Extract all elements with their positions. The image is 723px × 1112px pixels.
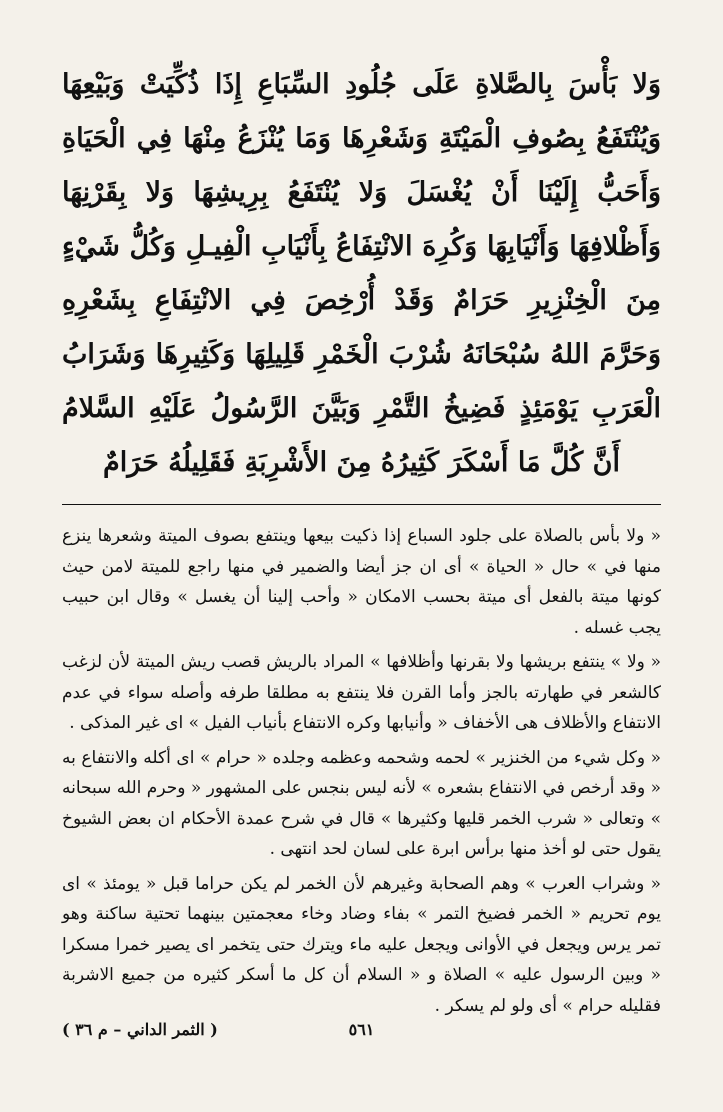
- main-text: وَلا بَأْسَ بِالصَّلاةِ عَلَى جُلُودِ السِّبَاعِ إِذَا ذُكِّيَتْ وَبَيْعِهَا وَيُنْتَفَعُ بِصُوفِ الْمَيْتَةِ وَشَعْرِهَا وَمَا يُنْزَعُ مِنْهَا فِي الْحَيَاةِ وَأَحَبُّ إِلَيْنَا أَنْ يُغْسَلَ وَلا يُنْتَفَعُ بِرِيشِهَا وَلا بِقَرْنِهَا وَأَظْلافِهَا وَأَنْيَابِهَا وَكُرِهَ الانْتِفَاعُ بِأَنْيَابِ الْفِيـلِ وَكُلُّ شَيْءٍ مِنَ الْخِنْزِيرِ حَرَامٌ وَقَدْ أُرْخِصَ فِي الانْتِفَاعِ بِشَعْرِهِ وَحَرَّمَ اللهُ سُبْحَانَهُ شُرْبَ الْخَمْرِ قَلِيلِهَا وَكَثِيرِهَا وَشَرَابُ الْعَرَبِ يَوْمَئِذٍ فَضِيخُ التَّمْرِ وَبَيَّنَ الرَّسُولُ عَلَيْهِ السَّلامُ أَنَّ كُلَّ مَا أَسْكَرَ كَثِيرُهُ مِنَ الأَشْرِبَةِ فَقَلِيلُهُ حَرَامٌ: [62, 69, 661, 478]
- commentary-paragraph: « وشراب العرب » وهم الصحابة وغيرهم لأن الخمر لم يكن حراما قبل « يومئذ » اى يوم تحريم « الخمر فضيخ التمر » بفاء وضاد وخاء معجمتين بينهما تحتية ساكنة وهو تمر يرس ويجعل في الأوانى ويجعل عليه ماء ويترك حتى يتخمر اى يصير خمرا مسكرا « وبين الرسول عليه » الصلاة و « السلام أن كل ما أسكر كثيره من جميع الاشربة فقليله حرام » أى ولو لم يسكر .: [62, 873, 661, 1016]
- commentary: [62, 521, 661, 1021]
- commentary-paragraph: « وكل شيء من الخنزير » لحمه وشحمه وعظمه وجلده « حرام » اى أكله والانتفاع به « وقد أرخص في الانتفاع بشعره » لأنه ليس بنجس على المشهور « وحرم الله سبحانه » وتعالى « شرب الخمر قليها وكثيرها » قال في شرح عمدة الأحكام ان بعض الشيوخ يقول حتى لو أخذ منها برأس ابرة على لسان لحد انتهى .: [61, 747, 661, 859]
- commentary-paragraph: « ولا » ينتفع بريشها ولا بقرنها وأظلافها » المراد بالريش قصب ريش الميتة لأن لزغب كالشعر في طهارته بالجز وأما القرن فلا ينتفع به مطلقا طرفه وأصله سواء في عدم الانتفاع والأظلاف هى الأخفاف « وأنيابها وكره الانتفاع بأنياب الفيل » اى غير المذكى .: [62, 652, 661, 733]
- page-number: ٥٦١: [348, 1020, 375, 1039]
- page-footer: [62, 1020, 661, 1050]
- divider-line: [62, 504, 661, 505]
- printer-signature: ( الثمر الداني – م ٣٦ ): [62, 1020, 218, 1039]
- commentary-paragraph: « ولا بأس بالصلاة على جلود السباع إذا ذكيت بيعها وينتفع بصوف الميتة وشعرها ينزع منها في » حال « الحياة » أى ان جز أيضا والضمير في منها راجع للميتة لامن حيث كونها ميتة بالفعل أى ميتة بحسب الامكان « وأحب إلينا أن يغسل » وقال ابن حبيب يجب غسله .: [62, 526, 661, 638]
